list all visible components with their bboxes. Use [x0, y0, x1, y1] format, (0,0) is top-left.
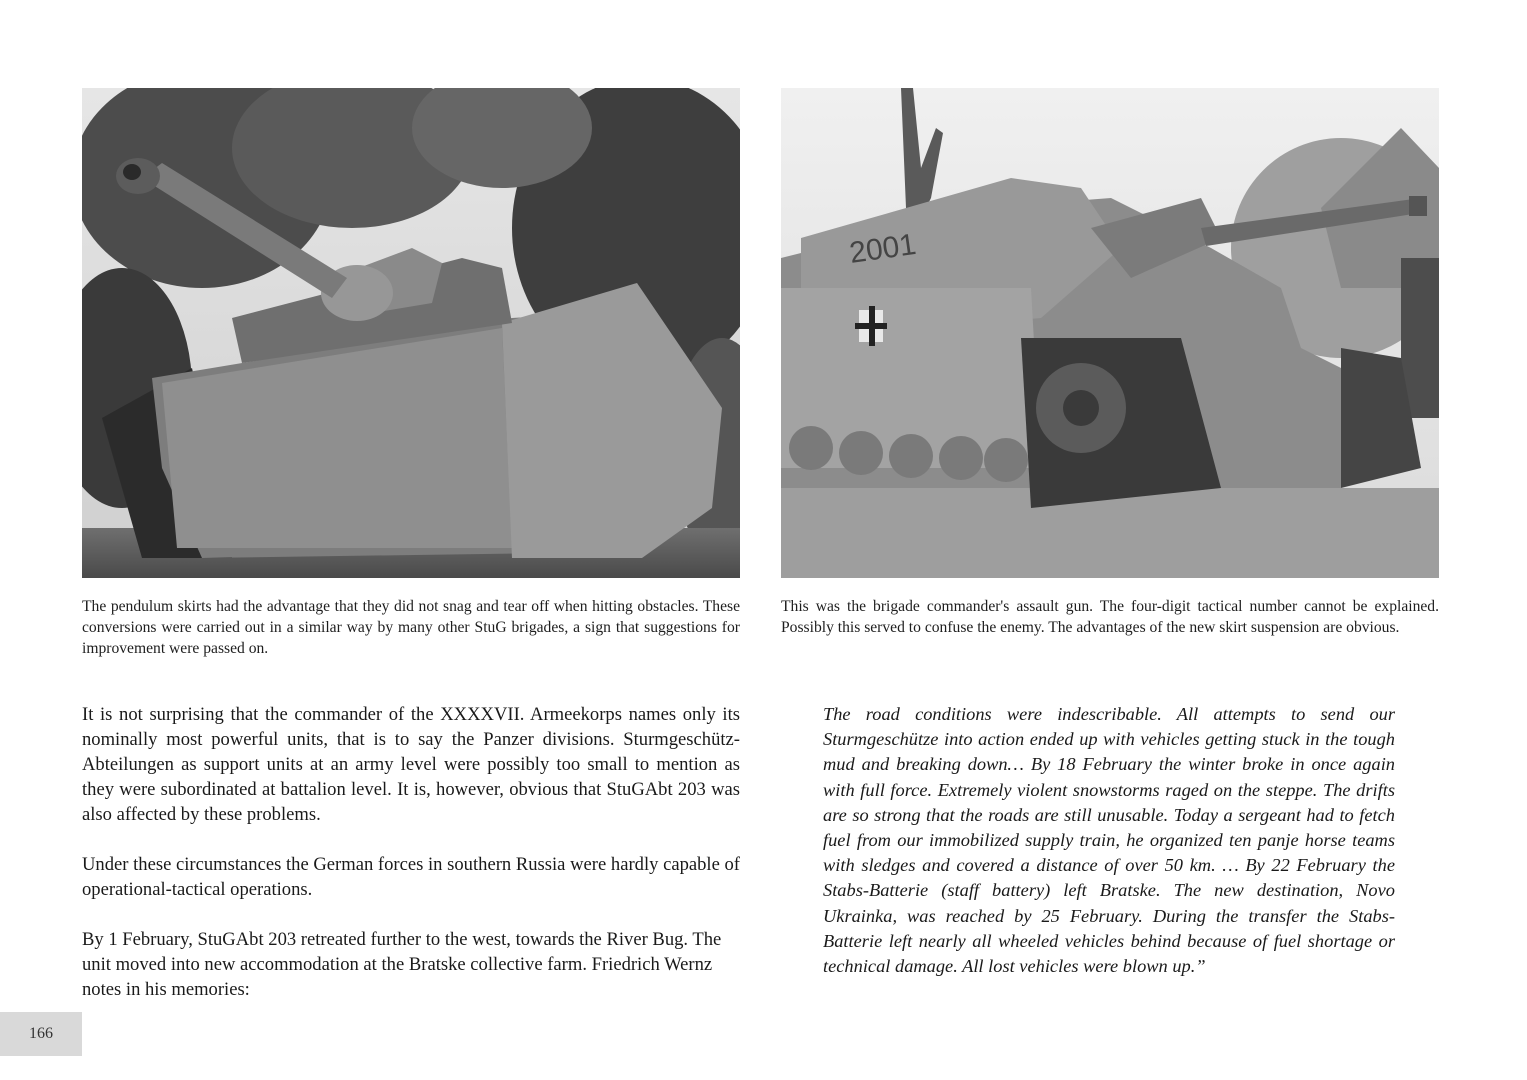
photo-stug-commander — [781, 88, 1439, 578]
paragraph-3: By 1 February, StuGAbt 203 retreated further to the west, towards the River Bug. The unit moved into new accommodation at the Bratske collective farm. Friedrich Wernz notes in his memories: — [82, 929, 722, 1000]
caption-left: The pendulum skirts had the advantage that they did not snag and tear off when hitting obstacles. These conversions were carried out in a similar way by many other StuG brigades, a sign that suggestions for improvement were passed on. — [82, 598, 740, 657]
photo-stug-pendulum-skirts — [82, 88, 740, 578]
hull-number: 2001 — [847, 227, 919, 270]
caption-right: This was the brigade commander's assault gun. The four-digit tactical number cannot be explained. Possibly this served to confuse the enemy. The advantages of the new skirt suspension are obvious. — [781, 598, 1439, 636]
assault-gun-photo-icon — [82, 88, 740, 578]
assault-gun-photo-icon — [781, 88, 1439, 578]
page-number-box — [0, 1012, 82, 1056]
body-text — [82, 702, 740, 1027]
paragraph-1: It is not surprising that the commander of the XXXXVII. Armeekorps names only its nominally most powerful units, that is to say the Panzer divisions. Sturmgeschütz-Abteilungen as support units at an army level were possibly too small to mention as they were subordinated at battalion level. It is, however, obvious that StuGAbt 203 was also affected by these problems. — [82, 704, 740, 825]
paragraph-2: Under these circumstances the German forces in southern Russia were hardly capable of operational-tactical operations. — [82, 854, 740, 900]
page-number: 166 — [29, 1025, 53, 1042]
memoir-quote: The road conditions were indescribable. All attempts to send our Sturmgeschütze into action ended up with vehicles getting stuck in the tough mud and breaking down… By 18 February the winter broke in once again with full force. Extremely violent snowstorms raged on the steppe. The drifts are so strong that the roads are still unusable. Today a sergeant had to fetch fuel from our immobilized supply train, he organized ten panje horse teams with sledges and covered a distance of over 50 km. … By 22 February the Stabs-Batterie (staff battery) left Bratske. The new destination, Novo Ukrainka, was reached by 25 February. During the transfer the Stabs-Batterie left nearly all wheeled vehicles behind because of fuel shortage or technical damage. All lost vehicles were blown up.” — [823, 704, 1395, 977]
